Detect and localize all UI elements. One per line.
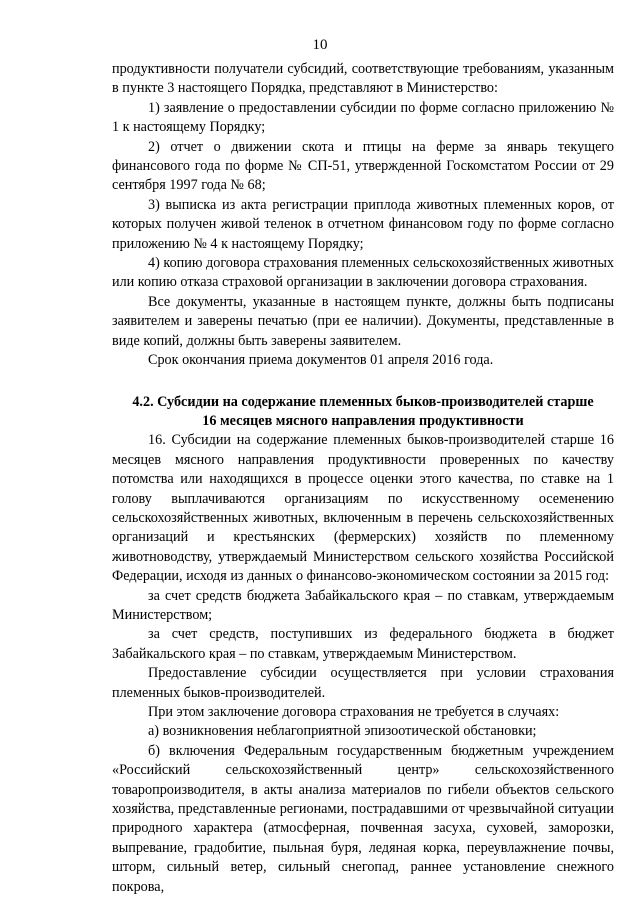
section-heading-line-2: 16 месяцев мясного направления продуктивности [202, 412, 524, 429]
page-number: 10 [312, 37, 328, 53]
paragraph-regional-budget: за счет средств бюджета Забайкальского края – по ставкам, утверждаемым Министерством; [112, 587, 614, 623]
section-heading [112, 393, 614, 432]
list-item-1: 1) заявление о предоставлении субсидии по форме согласно приложению № 1 к настоящему Порядку; [112, 99, 614, 136]
section-heading-line-1: 4.2. Субсидии на содержание племенных быков-производителей старше [132, 393, 594, 410]
document-body [112, 60, 614, 897]
list-item-2: 2) отчет о движении скота и птицы на ферме за январь текущего финансового года по форме № СП-51, утвержденной Госкомстатом России от 29 сентября 1997 года № 68; [112, 138, 614, 194]
paragraph-continuation: продуктивности получатели субсидий, соответствующие требованиям, указанным в пункте 3 настоящего Порядка, представляют в Министерство: [112, 61, 614, 97]
list-item-3: 3) выписка из акта регистрации приплода животных племенных коров, от которых получен живой теленок в отчетном финансовом году по форме согласно приложению № 4 к настоящему Порядку; [112, 196, 614, 252]
paragraph-insurance-exceptions: При этом заключение договора страхования не требуется в случаях: [148, 704, 560, 720]
paragraph-16: 16. Субсидии на содержание племенных быков-производителей старше 16 месяцев мясного направления продуктивности проверенных по качеству потомства или находящихся в процессе оценки этого качества, по ставке на 1 голову выплачиваются организациям по искусственному осеменению сельскохозяйственных животных, включенным в перечень сельскохозяйственных организаций и крестьянских (фермерских) хозяйств по племенному животноводству, утверждаемый Министерством сельского хозяйства Российской Федерации, исходя из данных о финансово-экономическом состоянии за 2015 год: [112, 432, 614, 585]
paragraph-deadline: Срок окончания приема документов 01 апреля 2016 года. [148, 352, 494, 369]
list-item-a: а) возникновения неблагоприятной эпизоотической обстановки; [148, 723, 537, 740]
paragraph-documents-certified: Все документы, указанные в настоящем пункте, должны быть подписаны заявителем и заверены печатью (при ее наличии). Документы, представленные в виде копий, должны быть заверены заявителем. [112, 293, 614, 349]
paragraph-federal-budget: за счет средств, поступивших из федерального бюджета в бюджет Забайкальского края – по ставкам, утверждаемым Министерством. [112, 626, 614, 662]
list-item-4: 4) копию договора страхования племенных сельскохозяйственных животных или копию отказа страховой организации в заключении договора страхования. [112, 255, 614, 291]
paragraph-insurance-condition: Предоставление субсидии осуществляется при условии страхования племенных быков-производителей. [112, 665, 614, 701]
list-item-b: б) включения Федеральным государственным бюджетным учреждением «Российский сельскохозяйственный центр» сельскохозяйственного товаропроизводителя, в акты анализа материалов по гибели объектов сельского хозяйства, представленные регионами, пострадавшими от чрезвычайной ситуации природного характера (атмосферная, почвенная засуха, суховей, заморозки, выпревание, градобитие, пыльная буря, ледяная корка, переувлажнение почвы, шторм, сильный ветер, сильный снегопад, раннее установление снежного покрова, [112, 742, 614, 895]
